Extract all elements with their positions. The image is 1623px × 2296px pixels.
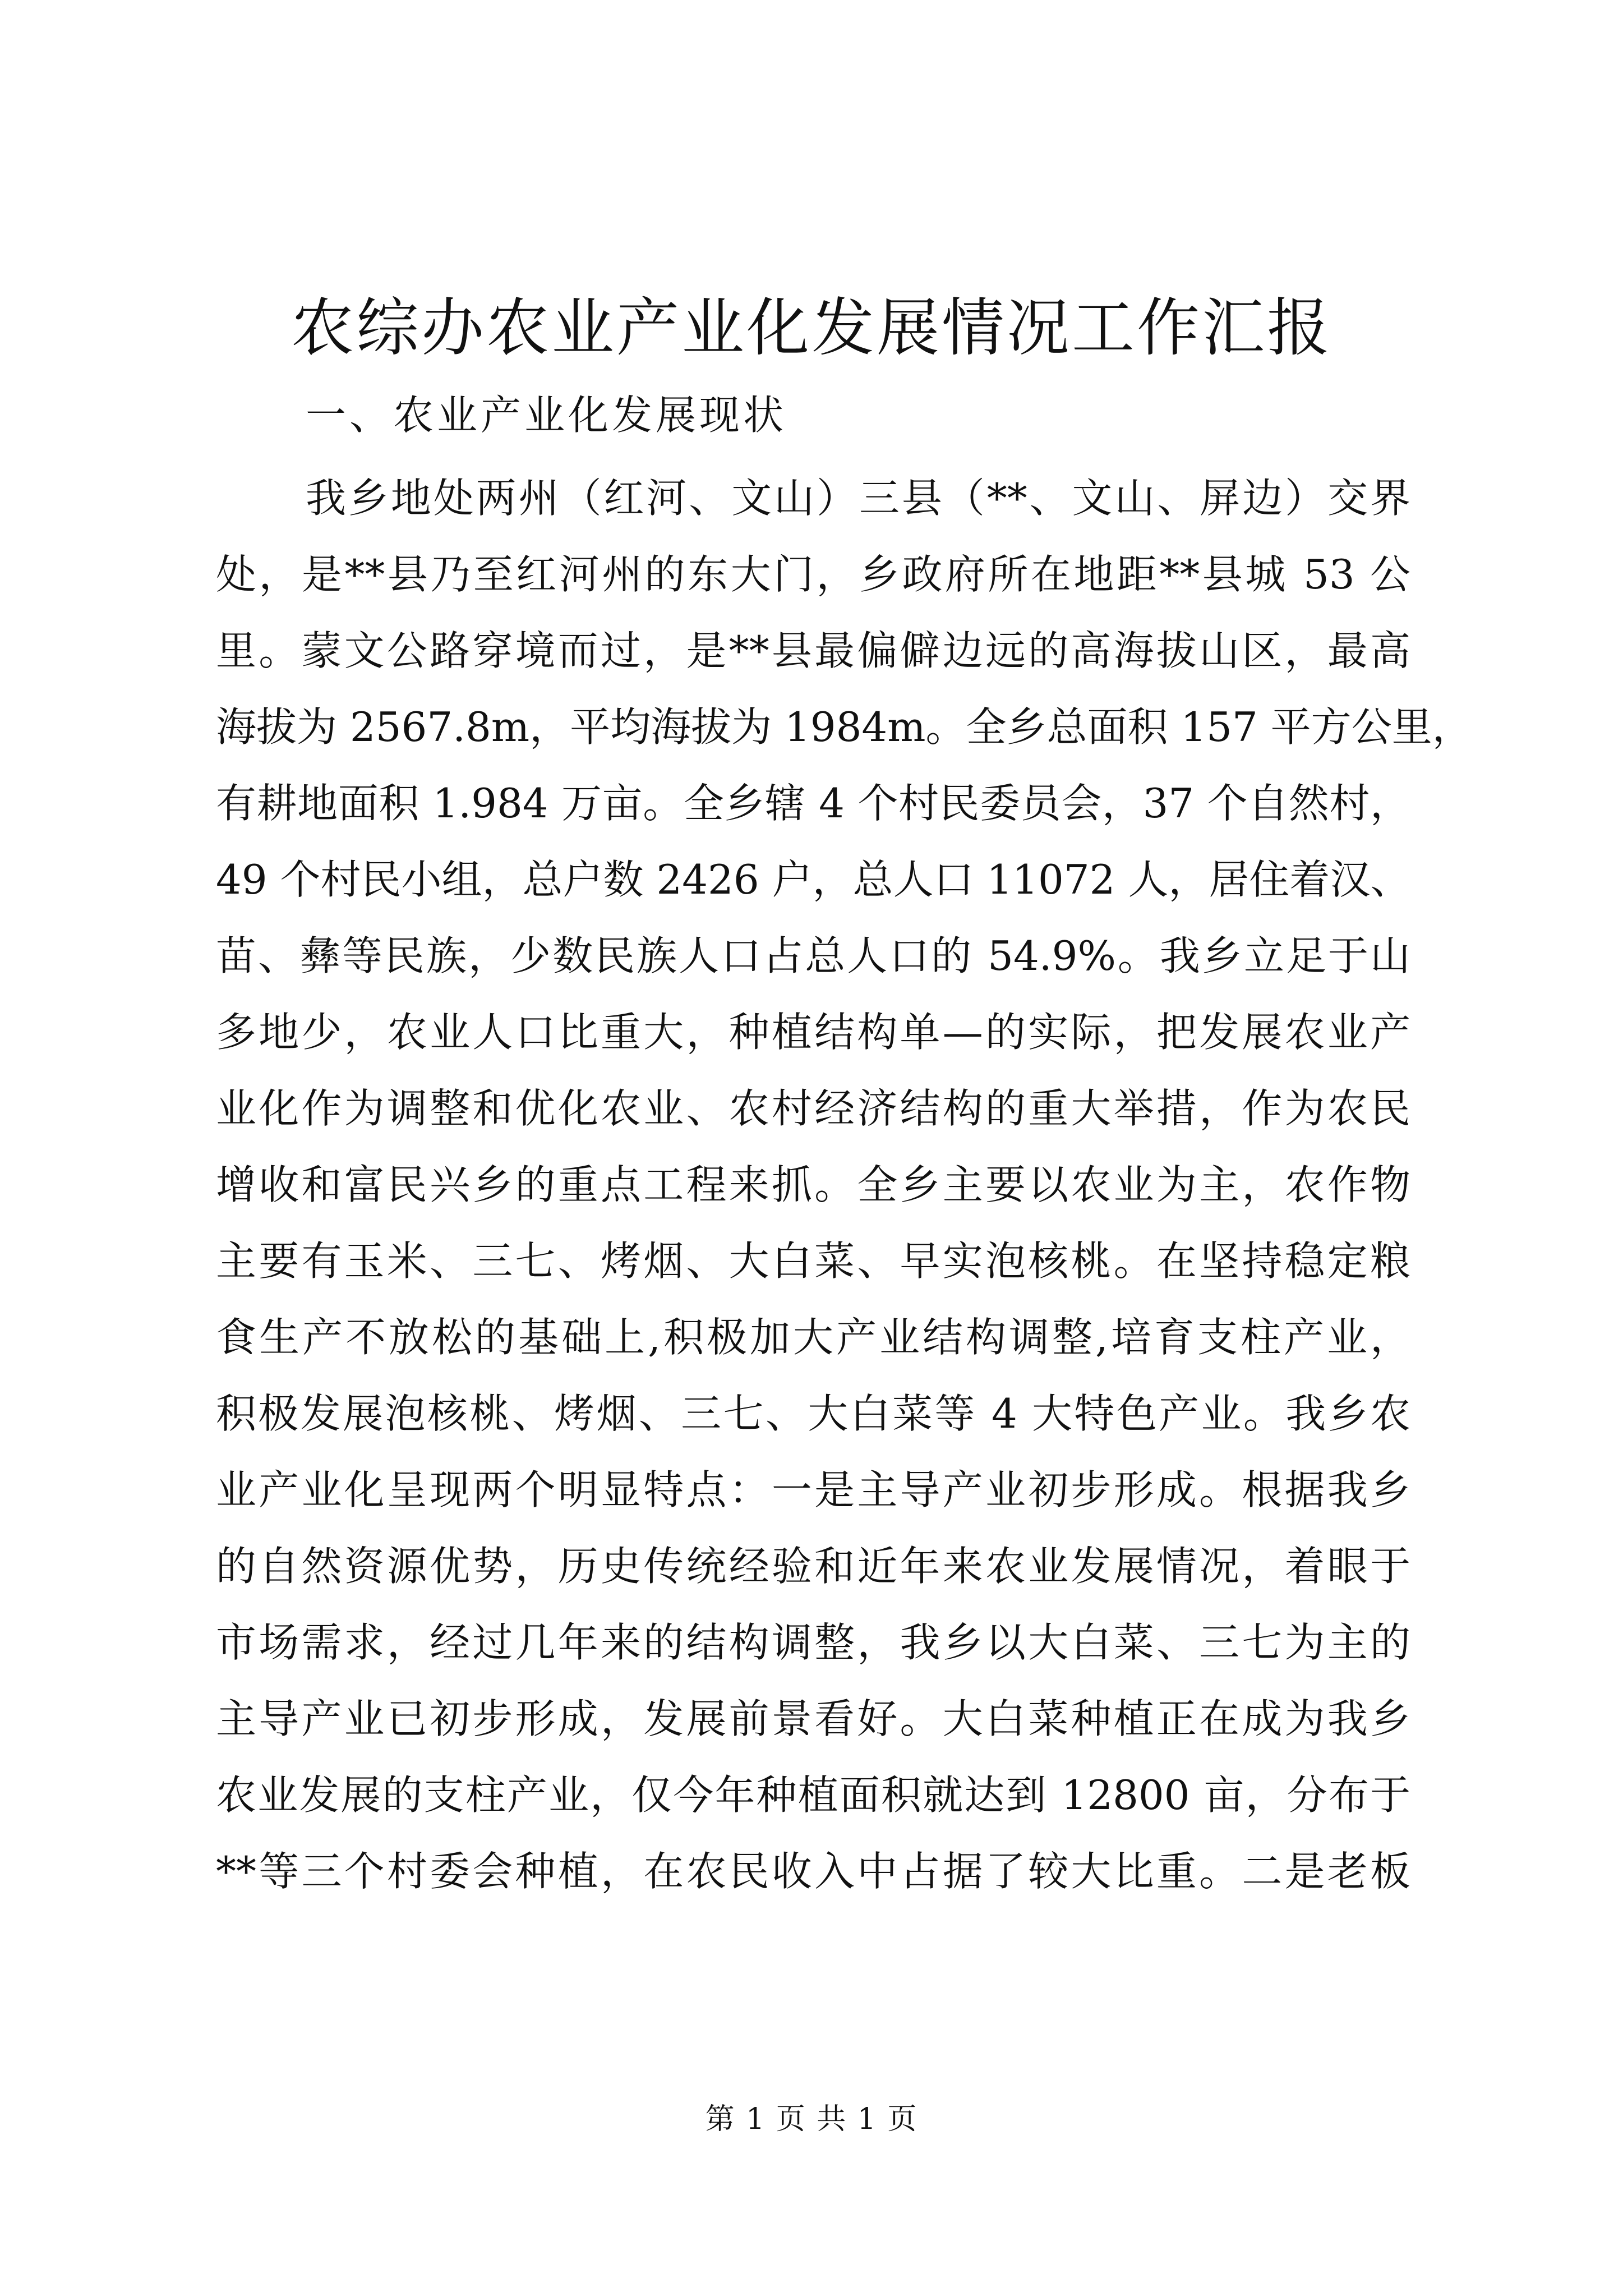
paragraph-line: 业化作为调整和优化农业、农村经济结构的重大举措，作为农民 <box>216 1085 1410 1132</box>
document-title: 农综办农业产业化发展情况工作汇报 <box>291 292 1332 365</box>
page-footer: 第 1 页 共 1 页 <box>705 2102 918 2136</box>
paragraph-line: 苗、彝等民族，少数民族人口占总人口的 54.9%。我乡立足于山 <box>216 932 1410 979</box>
paragraph-line: **等三个村委会种植，在农民收入中占据了较大比重。二是老板 <box>216 1848 1410 1895</box>
paragraph-line: 食生产不放松的基础上,积极加大产业结构调整,培育支柱产业， <box>216 1314 1410 1361</box>
paragraph-line: 业产业化呈现两个明显特点：一是主导产业初步形成。根据我乡 <box>216 1466 1410 1513</box>
paragraph-line: 积极发展泡核桃、烤烟、三七、大白菜等 4 大特色产业。我乡农 <box>216 1390 1410 1437</box>
section-heading: 一、农业产业化发展现状 <box>306 392 787 439</box>
paragraph-line: 市场需求，经过几年来的结构调整，我乡以大白菜、三七为主的 <box>216 1619 1410 1666</box>
paragraph-line: 海拔为 2567.8m，平均海拔为 1984m。全乡总面积 157 平方公里， <box>216 703 1473 751</box>
paragraph-line: 有耕地面积 1.984 万亩。全乡辖 4 个村民委员会，37 个自然村， <box>216 780 1410 827</box>
paragraph-line: 的自然资源优势，历史传统经验和近年来农业发展情况，着眼于 <box>216 1543 1410 1590</box>
body-paragraph <box>216 460 1473 1910</box>
paragraph-line: 里。蒙文公路穿境而过，是**县最偏僻边远的高海拔山区，最高 <box>216 627 1410 674</box>
paragraph-line: 主导产业已初步形成，发展前景看好。大白菜种植正在成为我乡 <box>216 1695 1410 1742</box>
paragraph-line: 处，是**县乃至红河州的东大门，乡政府所在地距**县城 53 公 <box>216 551 1410 598</box>
paragraph-line: 农业发展的支柱产业，仅今年种植面积就达到 12800 亩，分布于 <box>216 1772 1410 1819</box>
paragraph-line: 增收和富民兴乡的重点工程来抓。全乡主要以农业为主，农作物 <box>216 1161 1410 1208</box>
paragraph-line: 我乡地处两州（红河、文山）三县（**、文山、屏边）交界 <box>306 475 1410 522</box>
paragraph-line: 主要有玉米、三七、烤烟、大白菜、早实泡核桃。在坚持稳定粮 <box>216 1237 1410 1285</box>
paragraph-line: 49 个村民小组，总户数 2426 户，总人口 11072 人，居住着汉、 <box>216 856 1411 903</box>
paragraph-line: 多地少，农业人口比重大，种植结构单—的实际，把发展农业产 <box>216 1009 1410 1056</box>
